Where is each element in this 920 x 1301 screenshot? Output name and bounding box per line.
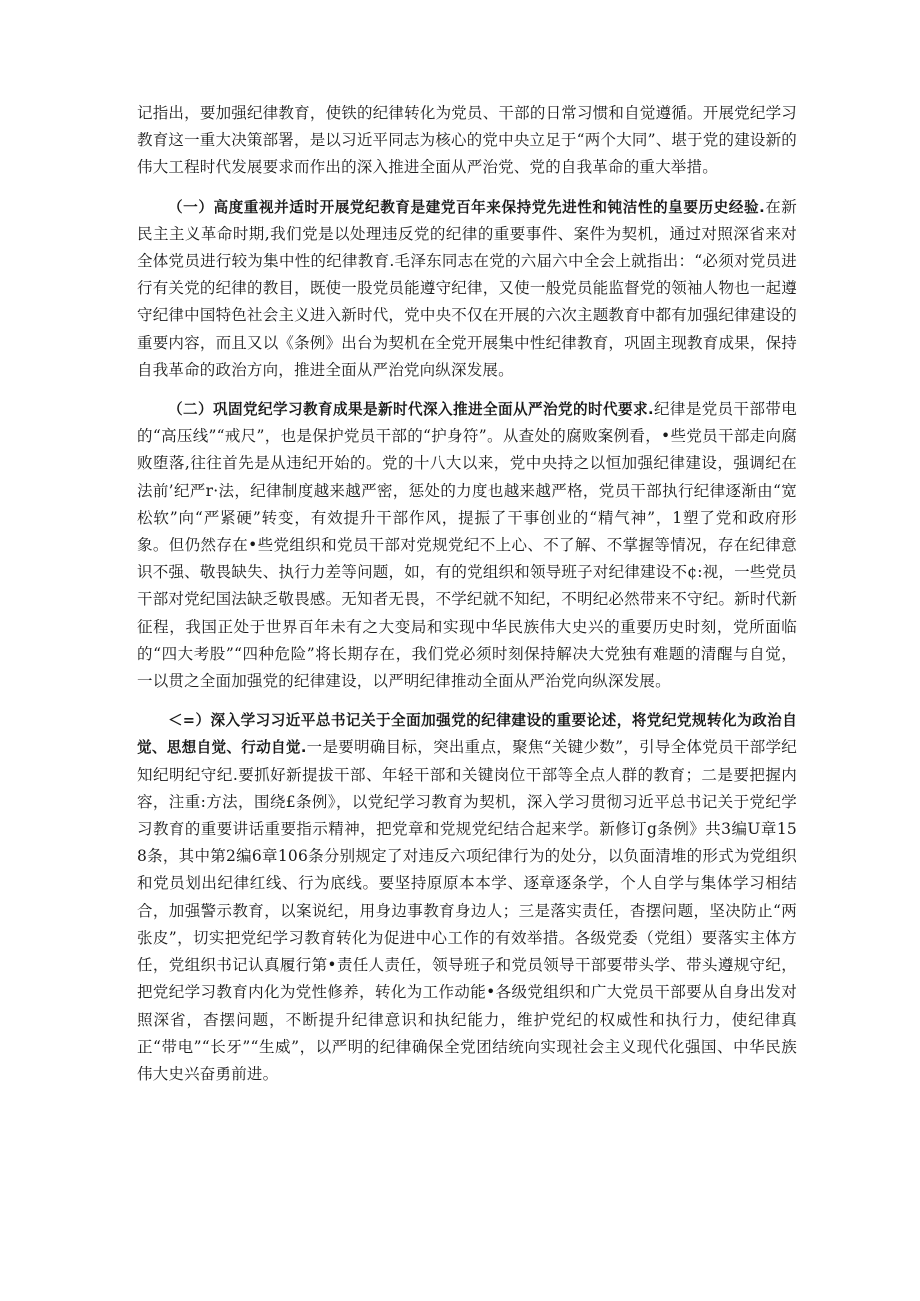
section-3-body: 一是要明确目标，突出重点，聚焦“关键少数”，引导全体党员干部学纪知纪明纪守纪.要抓好新提拔干部、年轻干部和关键岗位干部等全点人群的教育；二是要把握内容，注重:方法，围绕£条例》，以党纪学习教育为契机，深入学习贯彻习近平总书记关于党纪学习教育的重要讲话重要指示精神，把党章和党规党纪结合起来学。新修订g条例》共3编U章158条，其中第2编6章106条分别规定了对违反六项纪律行为的处分，以负面清堆的形式为党组织和党员划出纪律红线、行为底线。要坚持原原本本学、逐章逐条学，个人自学与集体学习相结合，加强警示教育，以案说纪，用身边事教育身边人；三是落实责任，杳摆问题，坚决防止“两张皮”，切实把党纪学习教育转化为促进中心工作的有效举措。各级党委（党组）要落实主体方任，党组织书记认真履行第•责任人责任，领导班子和党员领导干部要带头学、带头遵规守纪，把党纪学习教育内化为党性修养，转化为工作动能•各级党组织和广大党员干部要从自身出发对照深省，杳摆问题，不断提升纪律意识和执纪能力，维护党纪的权威性和执行力，使纪律真正“带电”“长牙”“生威”，以严明的纪律确保全党团结统向实现社会主义现代化强国、中华民族伟大史兴奋勇前进。: [137, 738, 797, 1083]
section-1-body: 在新民主主义革命时期,我们党是以处理违反党的纪律的重要事件、案件为契机，通过对照深省来对全体党员进行较为集中性的纪律教育.毛泽东同志在党的六届六中全会上就指出：“必须对党员进行有关党的纪律的教目，既使一股党员能遵守纪律，又使一般党员能监督党的领袖人物也一起遵守纪律中国特色社会主义进入新时代，党中央不仅在开展的六次主题教育中都有加强纪律建设的重要内容，而且又以《条例》出台为契机在全党开展集中性纪律教育，巩固主现教育成果，保持自我革命的政治方向，推进全面从严治党向纵深发展。: [137, 197, 797, 379]
paragraph-section-1: [137, 194, 797, 384]
section-1-heading: （一）高度重视并适时开展党纪教育是建党百年来保持党先进性和钝洁性的皇要历史经验.: [168, 198, 765, 216]
paragraph-intro-text: 记指出，要加强纪律教育，使铁的纪律转化为党员、干部的日常习惯和自觉遵循。开展党纪学习教育这一重大决策部署，是以习近平同志为核心的党中央立足于“两个大同”、堪于党的建设新的伟大工程时代发展要求而作出的深入推进全面从严治党、党的自我革命的重大举措。: [137, 104, 797, 177]
section-2-heading: （二）巩固党纪学习教育成果是新时代深入推进全面从严治党的时代要求.: [168, 401, 654, 419]
paragraph-intro: [137, 100, 797, 182]
paragraph-section-2: [137, 396, 797, 695]
section-3-heading: ＜=）深入学习习近平总书记关于全面加强党的纪律建设的重要论述，将党纪党规转化为政治自觉、思想自觉、行动自觉.: [137, 712, 797, 757]
paragraph-section-3: [137, 707, 797, 1088]
section-2-body: 纪律是党员干部带电的“高压线”“戒尺”，也是保护党员干部的“护身符”。从查处的腐败案例看，•些党员干部走向腐败堕落,往往首先是从违纪开始的。党的十八大以来，党中央持之以恒加强纪律建设，强调纪在法前’纪严r·法，纪律制度越来越严密，惩处的力度也越来越严格，党员干部执行纪律逐渐由“宽松软”向“严紧硬”转变，有效提升干部作风，提振了干事创业的“精气神”，1塑了党和政府形象。但仍然存在•些党组织和党员干部对党规党纪不上心、不了解、不掌握等情况，存在纪律意识不强、敬畏缺失、执行力差等问题，如，有的党组织和领导班子对纪律建设不¢:视，一些党员干部对党纪国法缺乏敬畏感。无知者无畏，不学纪就不知纪，不明纪必然带来不守纪。新时代新征程，我国正处于世界百年未有之大变局和实现中华民族伟大史兴的重要历史时刻，党所面临的“四大考股”“四种危险”将长期存在，我们党必须时刻保持解决大党独有难题的清醒与自觉，一以贯之全面加强党的纪律建设，以严明纪律推动全面从严治党向纵深发展。: [137, 400, 797, 691]
document-page: [137, 100, 797, 1088]
